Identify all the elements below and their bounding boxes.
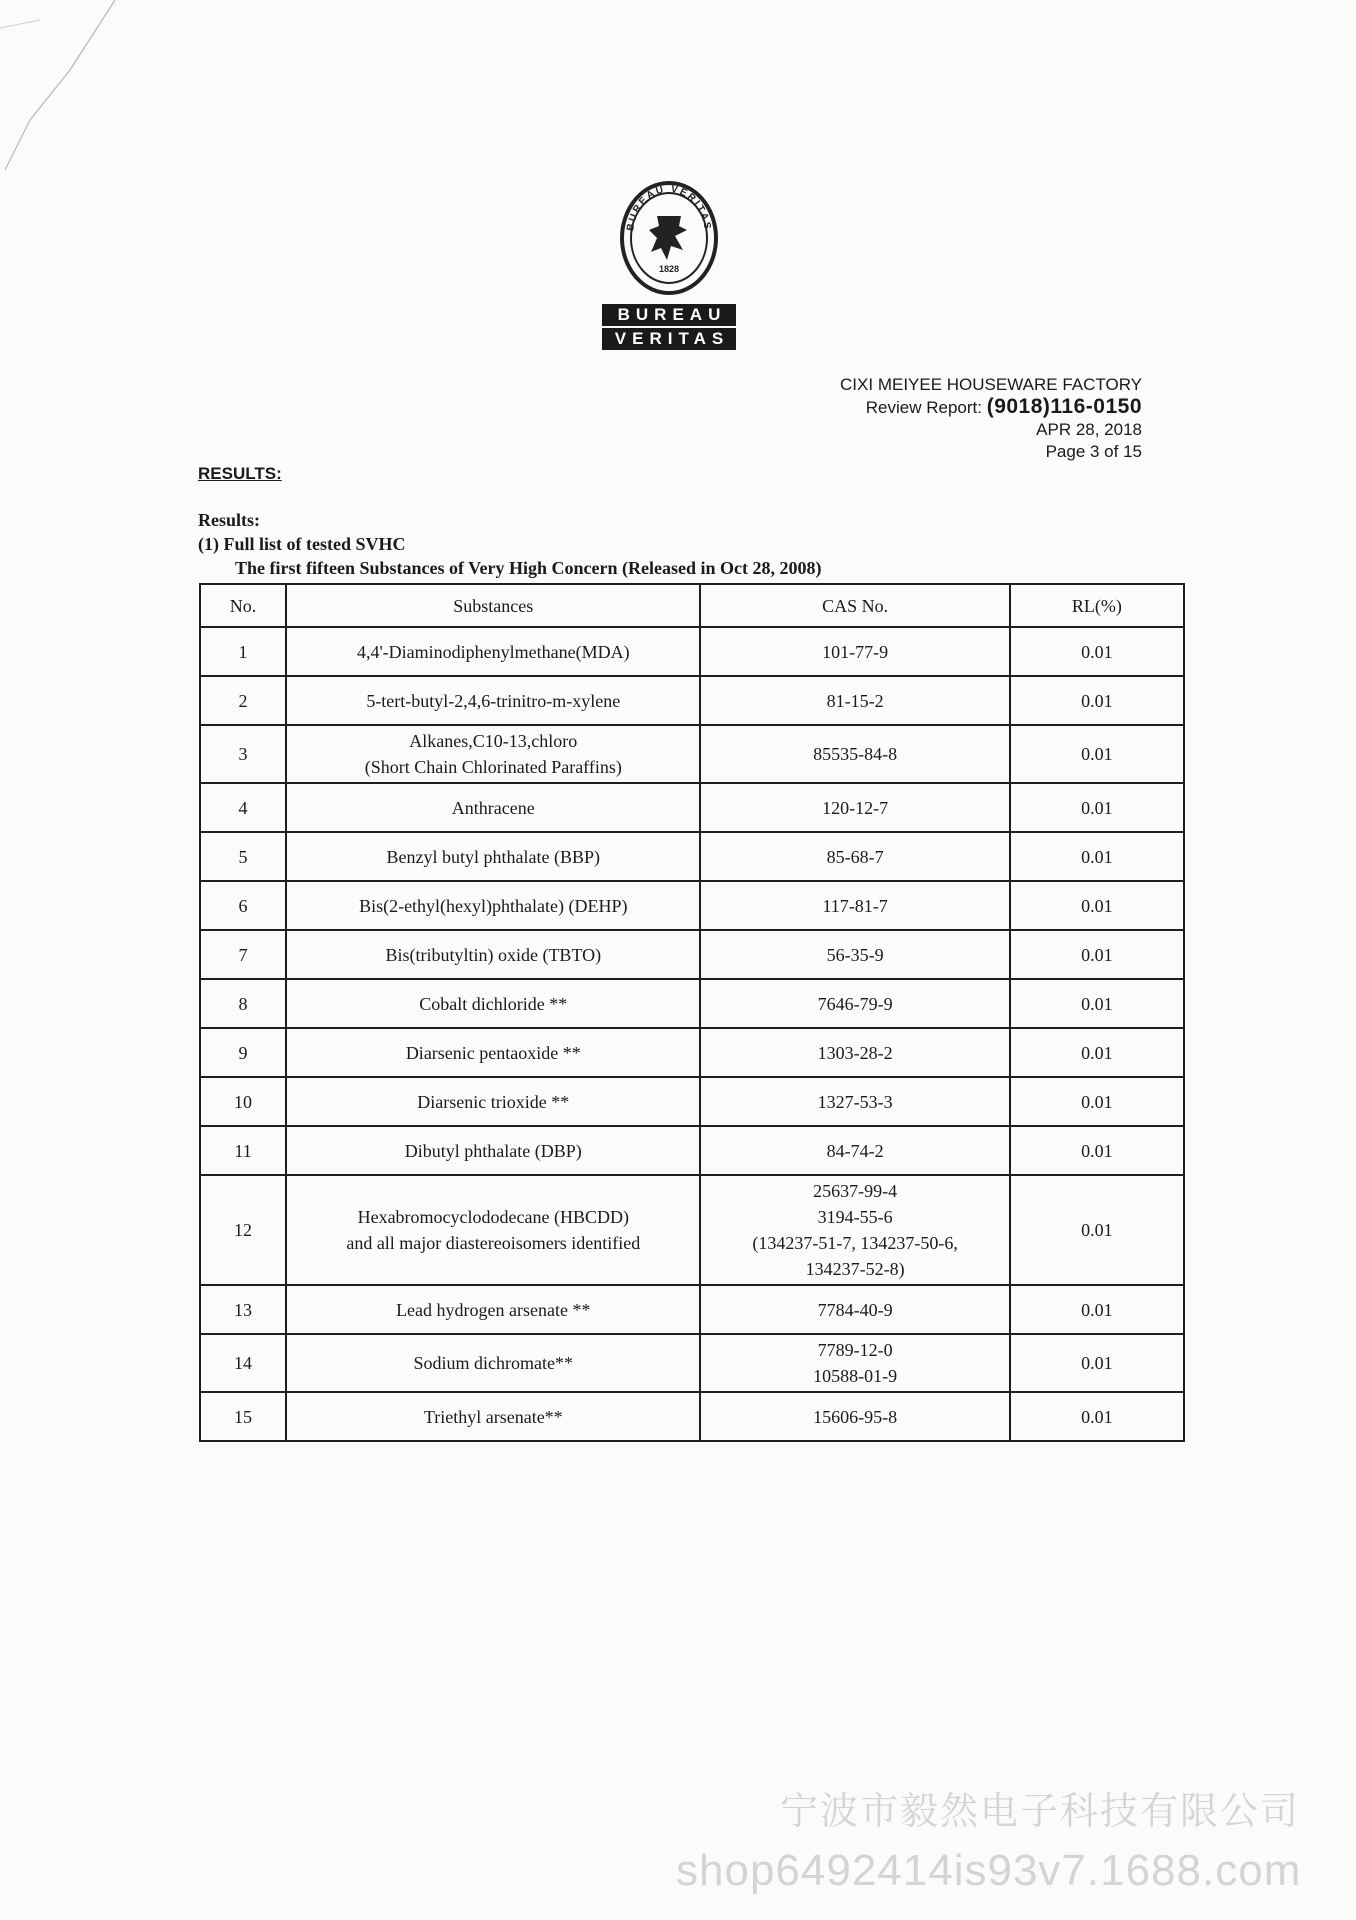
report-header [840, 374, 1142, 463]
cas-line: 56-35-9 [826, 944, 884, 965]
table-row [200, 832, 1184, 881]
cell-cas [700, 1334, 1009, 1392]
cell-rl: 0.01 [1010, 676, 1184, 725]
cell-rl: 0.01 [1010, 1175, 1184, 1285]
cell-substance [286, 930, 700, 979]
report-label: Review Report: [865, 398, 982, 417]
cell-cas [700, 1126, 1009, 1175]
cell-no: 6 [200, 881, 286, 930]
cell-cas [700, 1392, 1009, 1441]
table-row [200, 1126, 1184, 1175]
cell-substance [286, 1175, 700, 1285]
cell-rl: 0.01 [1010, 1392, 1184, 1441]
cell-no: 10 [200, 1077, 286, 1126]
cell-cas [700, 1285, 1009, 1334]
results-heading: Results: [198, 510, 260, 530]
cell-rl: 0.01 [1010, 1077, 1184, 1126]
cell-no: 11 [200, 1126, 286, 1175]
cas-line: 120-12-7 [822, 797, 889, 818]
cell-no: 1 [200, 627, 286, 676]
wordmark-line-2: VERITAS [602, 328, 736, 350]
cell-substance [286, 1334, 700, 1392]
page-indicator: Page 3 of 15 [1045, 442, 1142, 461]
seal-icon [609, 178, 729, 298]
report-line [840, 396, 1142, 419]
table-row [200, 783, 1184, 832]
cell-substance [286, 676, 700, 725]
svhc-table [199, 583, 1185, 1442]
cell-cas [700, 881, 1009, 930]
cell-substance [286, 1285, 700, 1334]
substance-line: Alkanes,C10-13,chloro [409, 731, 578, 751]
substance-line: Bis(tributyltin) oxide (TBTO) [385, 944, 602, 965]
substance-line: Diarsenic pentaoxide ** [405, 1042, 581, 1063]
col-header-rl: RL(%) [1010, 584, 1184, 627]
cell-no: 3 [200, 725, 286, 783]
substance-line: Anthracene [451, 797, 535, 818]
col-header-no: No. [200, 584, 286, 627]
substance-line: Bis(2-ethyl(hexyl)phthalate) (DEHP) [359, 895, 628, 916]
cas-line: 1303-28-2 [817, 1042, 893, 1063]
cas-line: 7646-79-9 [817, 993, 893, 1014]
cell-no: 7 [200, 930, 286, 979]
cell-cas [700, 783, 1009, 832]
substance-line: 4,4'-Diaminodiphenylmethane(MDA) [356, 641, 630, 662]
cell-cas [700, 979, 1009, 1028]
cell-rl: 0.01 [1010, 930, 1184, 979]
substance-line: 5-tert-butyl-2,4,6-trinitro-m-xylene [366, 690, 621, 711]
substance-line: Sodium dichromate** [413, 1353, 574, 1373]
cell-rl: 0.01 [1010, 1285, 1184, 1334]
cas-line: 15606-95-8 [813, 1406, 898, 1427]
wordmark [602, 304, 736, 350]
cas-line: 7789-12-0 [817, 1340, 893, 1360]
cas-line: (134237-51-7, 134237-50-6, [752, 1233, 958, 1253]
cell-substance [286, 881, 700, 930]
seal-year: 1828 [658, 264, 680, 274]
cell-cas [700, 676, 1009, 725]
cell-rl: 0.01 [1010, 627, 1184, 676]
cas-line: 101-77-9 [822, 641, 889, 662]
wordmark-line-1: BUREAU [602, 304, 736, 326]
seal-text: BUREAU VERITAS [625, 183, 713, 232]
cas-line: 25637-99-4 [813, 1181, 898, 1201]
table-row [200, 979, 1184, 1028]
cell-rl: 0.01 [1010, 1126, 1184, 1175]
table-row [200, 930, 1184, 979]
watermark-company: 宁波市毅然电子科技有限公司 [780, 1789, 1301, 1833]
substance-line: Cobalt dichloride ** [419, 993, 568, 1014]
cell-substance [286, 979, 700, 1028]
cell-no: 13 [200, 1285, 286, 1334]
cas-line: 134237-52-8) [805, 1259, 905, 1279]
cas-line: 7784-40-9 [817, 1299, 893, 1320]
table-header-row [200, 584, 1184, 627]
substance-line: Hexabromocyclododecane (HBCDD) [357, 1207, 629, 1227]
cell-rl: 0.01 [1010, 725, 1184, 783]
cell-cas [700, 1077, 1009, 1126]
cell-cas [700, 1175, 1009, 1285]
results-label: RESULTS: [198, 464, 282, 483]
cas-line: 81-15-2 [826, 690, 884, 711]
bureau-veritas-logo [602, 178, 742, 352]
cell-substance [286, 725, 700, 783]
cell-substance [286, 1077, 700, 1126]
substance-line: Benzyl butyl phthalate (BBP) [386, 846, 601, 867]
cell-no: 15 [200, 1392, 286, 1441]
section-heading: (1) Full list of tested SVHC [198, 534, 406, 554]
cell-cas [700, 1028, 1009, 1077]
table-caption: The first fifteen Substances of Very High Concern (Released in Oct 28, 2008) [235, 558, 822, 578]
cell-cas [700, 725, 1009, 783]
substance-line: Triethyl arsenate** [423, 1406, 563, 1427]
cell-no: 14 [200, 1334, 286, 1392]
report-date: APR 28, 2018 [1036, 420, 1142, 439]
cell-no: 9 [200, 1028, 286, 1077]
cell-substance [286, 783, 700, 832]
cell-rl: 0.01 [1010, 1334, 1184, 1392]
cell-cas [700, 627, 1009, 676]
table-row [200, 725, 1184, 783]
substance-line: and all major diastereoisomers identified [346, 1233, 641, 1253]
cell-rl: 0.01 [1010, 832, 1184, 881]
substance-line: Dibutyl phthalate (DBP) [404, 1140, 582, 1161]
cell-rl: 0.01 [1010, 979, 1184, 1028]
cell-substance [286, 1392, 700, 1441]
substance-line: Diarsenic trioxide ** [417, 1091, 570, 1112]
table-row [200, 1285, 1184, 1334]
cell-cas [700, 930, 1009, 979]
watermark-url: shop6492414is93v7.1688.com [676, 1846, 1302, 1895]
table-row [200, 1392, 1184, 1441]
cas-line: 117-81-7 [822, 895, 888, 916]
cell-no: 5 [200, 832, 286, 881]
cas-line: 85-68-7 [826, 846, 884, 867]
cas-line: 10588-01-9 [813, 1366, 898, 1386]
cell-no: 8 [200, 979, 286, 1028]
cell-substance [286, 1028, 700, 1077]
substance-line: Lead hydrogen arsenate ** [396, 1299, 591, 1320]
cas-line: 85535-84-8 [813, 744, 898, 764]
cell-no: 12 [200, 1175, 286, 1285]
section-heading-block [198, 508, 821, 580]
table-body [200, 627, 1184, 1441]
cell-substance [286, 832, 700, 881]
substance-line: (Short Chain Chlorinated Paraffins) [364, 757, 622, 777]
table-row [200, 627, 1184, 676]
table-row [200, 1175, 1184, 1285]
cas-line: 1327-53-3 [817, 1091, 893, 1112]
col-header-cas: CAS No. [700, 584, 1009, 627]
cell-substance [286, 627, 700, 676]
cell-rl: 0.01 [1010, 783, 1184, 832]
col-header-substances: Substances [286, 584, 700, 627]
cell-rl: 0.01 [1010, 1028, 1184, 1077]
company-name: CIXI MEIYEE HOUSEWARE FACTORY [840, 375, 1142, 394]
table-row [200, 676, 1184, 725]
table-row [200, 881, 1184, 930]
cas-line: 84-74-2 [826, 1140, 884, 1161]
cell-cas [700, 832, 1009, 881]
paper-edge-mark [0, 0, 140, 180]
cell-no: 2 [200, 676, 286, 725]
cell-rl: 0.01 [1010, 881, 1184, 930]
table-row [200, 1028, 1184, 1077]
table-row [200, 1334, 1184, 1392]
table-row [200, 1077, 1184, 1126]
cell-substance [286, 1126, 700, 1175]
report-number: (9018)116-0150 [986, 395, 1142, 418]
cas-line: 3194-55-6 [817, 1207, 893, 1227]
cell-no: 4 [200, 783, 286, 832]
